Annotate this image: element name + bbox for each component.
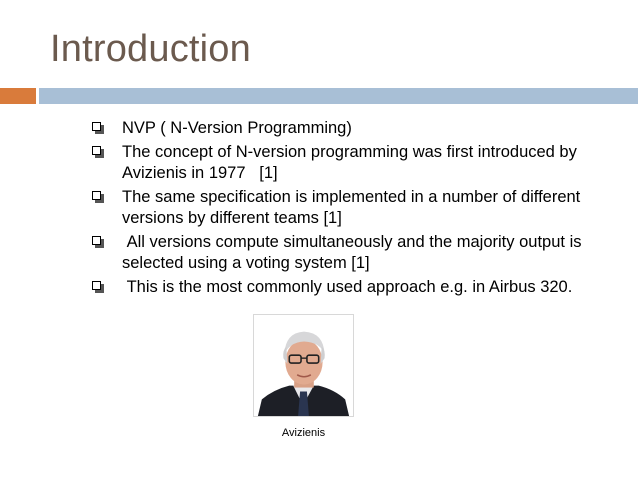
bullet-item bbox=[90, 187, 610, 229]
accent-bar-orange bbox=[0, 88, 36, 104]
bullet-item bbox=[90, 142, 610, 184]
bullet-text: NVP ( N-Version Programming) bbox=[122, 119, 352, 137]
bullet-text: All versions compute simultaneously and the majority output is selected using a voting system [1] bbox=[122, 233, 587, 272]
slide-title: Introduction bbox=[50, 28, 251, 70]
square-bullet-icon bbox=[92, 122, 104, 134]
bullet-item bbox=[90, 232, 610, 274]
accent-bar-blue bbox=[39, 88, 638, 104]
photo-caption: Avizienis bbox=[281, 427, 326, 439]
bullet-text: The concept of N-version programming was first introduced by Avizienis in 1977 [1] bbox=[122, 143, 581, 182]
bullet-text: This is the most commonly used approach e.g. in Airbus 320. bbox=[122, 278, 573, 296]
square-bullet-icon bbox=[92, 236, 104, 248]
bullet-item bbox=[90, 277, 610, 298]
bullet-text: The same specification is implemented in a number of different versions by different teams [1] bbox=[122, 188, 585, 227]
portrait-photo bbox=[253, 314, 354, 417]
square-bullet-icon bbox=[92, 281, 104, 293]
square-bullet-icon bbox=[92, 146, 104, 158]
portrait-illustration bbox=[254, 315, 353, 416]
square-bullet-icon bbox=[92, 191, 104, 203]
bullet-item bbox=[90, 118, 610, 139]
bullet-list bbox=[90, 118, 610, 301]
